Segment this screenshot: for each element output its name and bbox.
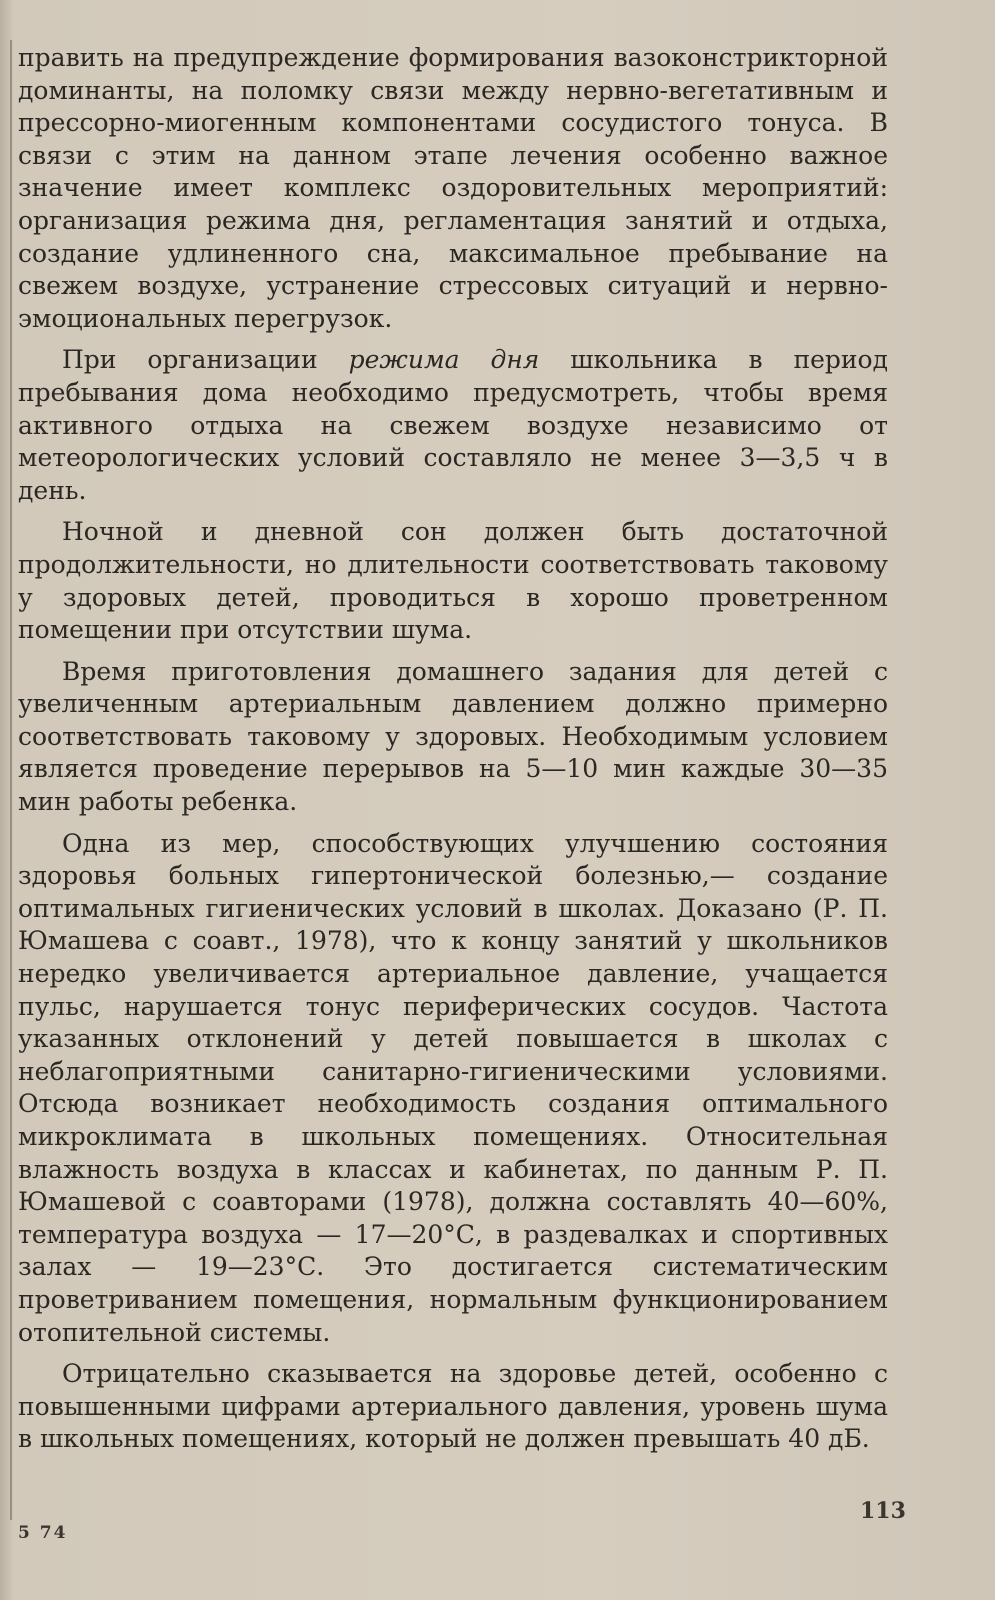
paragraph-homework: Время приготовления домашнего задания для детей с увеличенным артериальным давлением должно примерно соответствовать таковому у здоровых. Необходимым условием является проведение перерывов на 5—10 мин каждые 30—35 мин работы ребенка.: [18, 656, 888, 817]
paragraph-daily-regime: [18, 344, 888, 507]
daily-regime-emphasis: режима дня: [348, 345, 540, 375]
printer-signature-mark: 5 74: [18, 1523, 68, 1543]
page-gutter-edge: [10, 40, 12, 1520]
page-number: 113: [860, 1498, 906, 1524]
paragraph-daily-regime-rest: школьника в период пребывания дома необходимо предусмотреть, чтобы время активного отдыха на свежем воздухе независимо от метеорологических условий составляло не менее 3—3,5 ч в день.: [18, 345, 889, 505]
paragraph-hygiene: Одна из мер, способствующих улучшению состояния здоровья больных гипертонической болезнью,— создание оптимальных гигиенических условий в школах. Доказано (Р. П. Юмашева с соавт., 1978), что к концу занятий у школьников нередко увеличивается артериальное давление, учащается пульс, нарушается тонус периферических сосудов. Частота указанных отклонений у детей повышается в школах с неблагоприятными санитарно-гигиеническими условиями. Отсюда возникает необходимость создания оптимального микроклимата в школьных помещениях. Относительная влажность воздуха в классах и кабинетах, по данным Р. П. Юмашевой с соавторами (1978), должна составлять 40—60%, температура воздуха — 17—20°С, в раздевалках и спортивных залах — 19—23°С. Это достигается систематическим проветриванием помещения, нормальным функционированием отопительной системы.: [18, 828, 888, 1347]
paragraph-daily-regime-lead: При организации: [62, 345, 349, 375]
paragraph-noise: Отрицательно сказывается на здоровье детей, особенно с повышенными цифрами артериального давления, уровень шума в школьных помещениях, который не должен превышать 40 дБ.: [18, 1359, 888, 1454]
body-text: [18, 42, 888, 1456]
paragraph-sleep: Ночной и дневной сон должен быть достаточной продолжительности, но длительности соответствовать таковому у здоровых детей, проводиться в хорошо проветренном помещении при отсутствии шума.: [18, 517, 888, 645]
paragraph-continuation: править на предупреждение формирования вазоконстрикторной доминанты, на поломку связи между нервно-вегетативным и прессорно-миогенным компонентами сосудистого тонуса. В связи с этим на данном этапе лечения особенно важное значение имеет комплекс оздоровительных мероприятий: организация режима дня, регламентация занятий и отдыха, создание удлиненного сна, максимальное пребывание на свежем воздухе, устранение стрессовых ситуаций и нервно-эмоциональных перегрузок.: [18, 43, 888, 333]
